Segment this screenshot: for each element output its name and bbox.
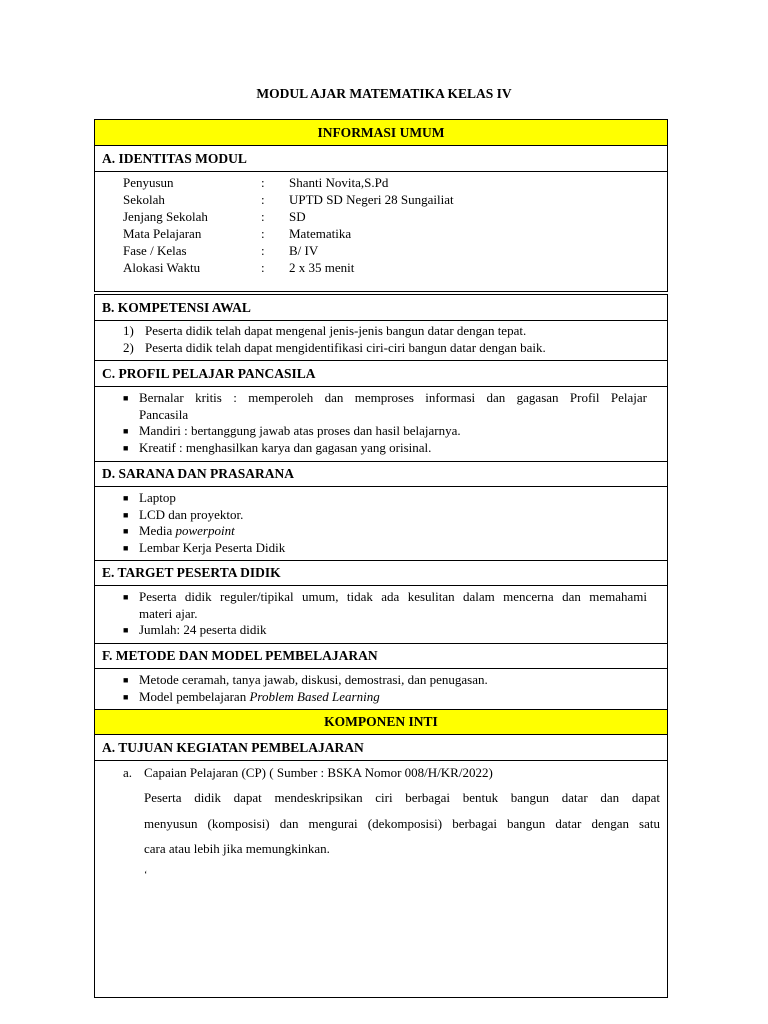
bullet-icon: ■ <box>123 675 129 685</box>
stray-mark: ‘ <box>144 870 148 881</box>
item-text: Model pembelajaran <box>139 688 250 704</box>
document-title: MODUL AJAR MATEMATIKA KELAS IV <box>256 86 512 101</box>
list-item <box>123 423 647 440</box>
kompetensi-heading: B. KOMPETENSI AWAL <box>102 300 251 315</box>
bullet-icon: ■ <box>123 509 129 520</box>
list-item <box>123 340 546 357</box>
kompetensi-list <box>123 323 546 357</box>
identitas-value: B/ IV <box>289 243 319 258</box>
item-text: Laptop <box>139 490 176 505</box>
bullet-icon: ■ <box>123 691 129 702</box>
item-text: Metode ceramah, tanya jawab, diskusi, demostrasi, dan penugasan. <box>139 672 488 687</box>
list-item <box>123 490 647 507</box>
identitas-colon: : <box>261 175 265 190</box>
identitas-label: Penyusun <box>123 175 174 190</box>
item-text: Media <box>139 523 176 538</box>
identitas-colon: : <box>261 243 265 258</box>
identitas-colon: : <box>261 226 265 241</box>
sarana-list <box>123 490 647 556</box>
bullet-icon: ■ <box>123 493 129 503</box>
list-item <box>123 672 647 689</box>
main-content-box <box>94 294 668 998</box>
bullet-icon: ■ <box>123 625 129 635</box>
list-item <box>123 589 647 622</box>
item-text-italic: powerpoint <box>175 523 235 538</box>
item-text-italic: Problem Based Learning <box>249 688 380 704</box>
identitas-label: Alokasi Waktu <box>123 260 201 275</box>
identitas-colon: : <box>261 260 265 275</box>
informasi-umum-header <box>95 120 667 145</box>
identitas-heading: A. IDENTITAS MODUL <box>102 151 247 166</box>
identitas-value: Shanti Novita,S.Pd <box>289 175 389 190</box>
target-heading: E. TARGET PESERTA DIDIK <box>102 565 281 580</box>
list-item <box>123 689 647 706</box>
bullet-icon: ■ <box>123 393 129 403</box>
informasi-umum-label: INFORMASI UMUM <box>317 125 445 140</box>
bullet-icon: ■ <box>123 542 129 553</box>
item-text: Kreatif : menghasilkan karya dan gagasan yang orisinal. <box>139 439 432 455</box>
list-item <box>123 540 647 557</box>
komponen-inti-header <box>95 710 667 734</box>
list-item <box>123 523 647 540</box>
informasi-umum-box <box>94 119 668 292</box>
identitas-value: UPTD SD Negeri 28 Sungailiat <box>289 192 454 207</box>
paragraph-line: menyusun (komposisi) dan mengurai (dekomposisi) berbagai bangun datar dengan satu <box>144 815 660 831</box>
identitas-label: Jenjang Sekolah <box>123 209 208 224</box>
item-text-cont: materi ajar. <box>139 605 198 621</box>
metode-heading: F. METODE DAN MODEL PEMBELAJARAN <box>102 648 378 663</box>
identitas-colon: : <box>261 192 265 207</box>
paragraph-line: Peserta didik dapat mendeskripsikan ciri berbagai bentuk bangun datar dan dapat <box>144 790 660 805</box>
bullet-icon: ■ <box>123 526 129 536</box>
identitas-value: Matematika <box>289 226 352 241</box>
identitas-label: Fase / Kelas <box>123 243 187 258</box>
list-item <box>123 440 647 457</box>
cp-title: Capaian Pelajaran (CP) ( Sumber : BSKA Nomor 008/H/KR/2022) <box>144 765 493 780</box>
bullet-icon: ■ <box>123 426 129 436</box>
item-text: Jumlah: 24 peserta didik <box>139 622 267 637</box>
list-item <box>123 323 546 340</box>
item-text: LCD dan proyektor. <box>139 506 244 522</box>
item-number: 1) <box>123 323 134 338</box>
tujuan-heading: A. TUJUAN KEGIATAN PEMBELAJARAN <box>102 740 364 755</box>
profil-list <box>123 390 647 456</box>
sarana-heading: D. SARANA DAN PRASARANA <box>102 466 295 481</box>
metode-list <box>123 672 647 705</box>
cp-paragraph <box>144 785 660 862</box>
komponen-inti-label: KOMPONEN INTI <box>324 714 438 729</box>
item-text-cont: Pancasila <box>139 406 189 422</box>
item-text: Mandiri : bertanggung jawab atas proses dan hasil belajarnya. <box>139 423 461 438</box>
identitas-label: Sekolah <box>123 192 165 207</box>
identitas-colon: : <box>261 209 265 224</box>
list-item <box>123 622 647 639</box>
list-item <box>123 390 647 423</box>
paragraph-line: cara atau lebih jika memungkinkan. <box>144 841 330 856</box>
item-text: Bernalar kritis : memperoleh dan memproses informasi dan gagasan Profil Pelajar <box>139 390 647 405</box>
identitas-value: SD <box>289 209 306 224</box>
item-text: Peserta didik telah dapat mengidentifikasi ciri-ciri bangun datar dengan baik. <box>145 340 546 355</box>
cp-marker: a. <box>123 765 133 780</box>
identitas-value: 2 x 35 menit <box>289 260 355 275</box>
identitas-label: Mata Pelajaran <box>123 226 202 241</box>
target-list <box>123 589 647 639</box>
item-number: 2) <box>123 340 134 355</box>
bullet-icon: ■ <box>123 592 129 602</box>
item-text: Peserta didik telah dapat mengenal jenis-jenis bangun datar dengan tepat. <box>145 323 527 338</box>
profil-heading: C. PROFIL PELAJAR PANCASILA <box>102 366 316 381</box>
list-item <box>123 507 647 524</box>
bullet-icon: ■ <box>123 442 129 453</box>
item-text: Lembar Kerja Peserta Didik <box>139 539 286 555</box>
item-text: Peserta didik reguler/tipikal umum, tidak ada kesulitan dalam mencerna dan memahami <box>139 589 647 604</box>
